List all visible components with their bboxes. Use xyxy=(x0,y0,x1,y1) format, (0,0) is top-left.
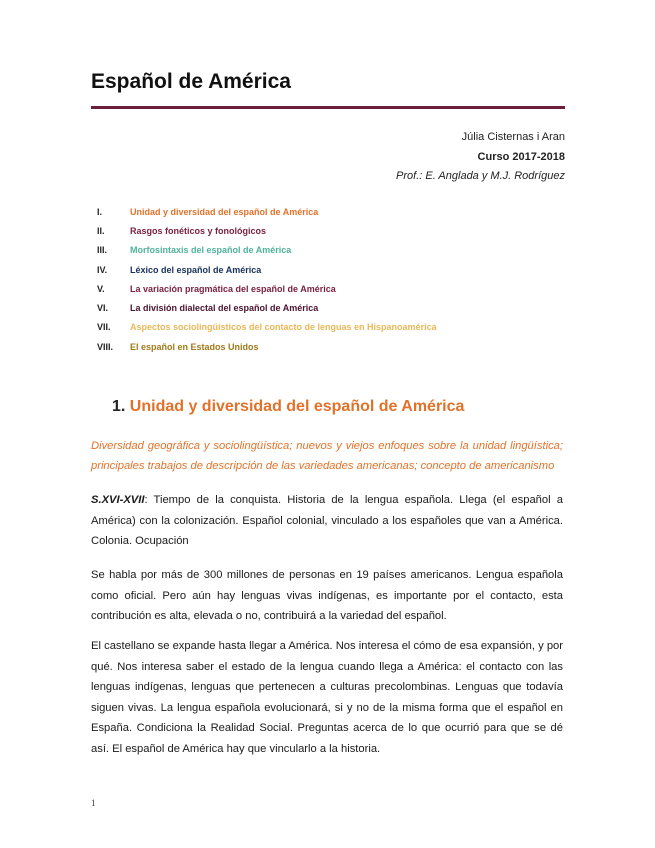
author-name: Júlia Cisternas i Aran xyxy=(461,131,565,143)
paragraph-text: : Tiempo de la conquista. Historia de la lengua española. Llega (el español a América) con la colonización. Español colonial, vinculado a los españoles que van a América. Colonia. Ocupación xyxy=(91,494,563,547)
toc-item-number: VI. xyxy=(97,303,109,314)
document-title: Español de América xyxy=(91,70,291,93)
course-year: Curso 2017-2018 xyxy=(477,150,565,163)
toc-item-label[interactable]: Unidad y diversidad del español de América xyxy=(130,206,319,217)
toc-item-number: I. xyxy=(97,206,103,217)
document-meta xyxy=(396,128,565,187)
section-number: 1. xyxy=(112,398,126,415)
page-number: 1 xyxy=(91,798,96,808)
section-heading xyxy=(112,398,464,416)
toc-item[interactable] xyxy=(97,260,567,279)
toc-item-number: III. xyxy=(97,245,108,256)
toc-item-number: IV. xyxy=(97,264,108,275)
toc-item[interactable] xyxy=(97,337,567,356)
paragraph: Se habla por más de 300 millones de personas en 19 países americanos. Lengua española como oficial. Pero aún hay lenguas vivas indígenas, es importante por el contacto, esta contribución es alta, elevada o no, contribuirá a la variedad del español. xyxy=(91,569,563,622)
paragraph xyxy=(91,490,563,552)
toc-item[interactable] xyxy=(97,318,567,337)
toc-item-number: V. xyxy=(97,283,105,294)
toc-item-label[interactable]: Léxico del español de América xyxy=(130,264,262,275)
section-title: Unidad y diversidad del español de América xyxy=(129,398,465,415)
title-divider xyxy=(91,106,565,109)
toc-item-number: VII. xyxy=(97,322,111,333)
toc-item-number: II. xyxy=(97,225,105,236)
toc-item[interactable] xyxy=(97,221,567,240)
section-subtitle: Diversidad geográfica y sociolingüística; nuevos y viejos enfoques sobre la unidad lingüística; principales trabajos de descripción de las variedades americanas; concepto de americanismo xyxy=(91,440,563,472)
toc-item[interactable] xyxy=(97,241,567,260)
toc-item-number: VIII. xyxy=(97,341,114,352)
toc-item-label[interactable]: Aspectos sociolingüísticos del contacto de lenguas en Hispanoamérica xyxy=(130,322,437,333)
toc-item[interactable] xyxy=(97,298,567,317)
professors: Prof.: E. Anglada y M.J. Rodríguez xyxy=(396,170,565,182)
toc-item-label[interactable]: El español en Estados Unidos xyxy=(130,341,259,352)
paragraph-lead: S.XVI-XVII xyxy=(91,494,145,506)
toc-item-label[interactable]: Rasgos fonéticos y fonológicos xyxy=(130,225,267,236)
toc-item-label[interactable]: Morfosintaxis del español de América xyxy=(130,245,292,256)
paragraph: El castellano se expande hasta llegar a América. Nos interesa el cómo de esa expansión, y por qué. Nos interesa saber el estado de la lengua cuando llega a América: el contacto con las lenguas indígenas, lenguas que pertenecen a culturas precolombinas. Lenguas que todavía siguen vivas. La lengua española evolucionará, si y no de la misma forma que el español en España. Condiciona la Realidad Social. Preguntas acerca de lo que ocurrió para que se dé así. El español de América hay que vincularlo a la historia. xyxy=(91,640,563,755)
toc-item-label[interactable]: La división dialectal del español de América xyxy=(130,303,319,314)
toc-item-label[interactable]: La variación pragmática del español de América xyxy=(130,283,336,294)
toc-item[interactable] xyxy=(97,279,567,298)
toc-item[interactable] xyxy=(97,202,567,221)
table-of-contents xyxy=(97,202,567,356)
